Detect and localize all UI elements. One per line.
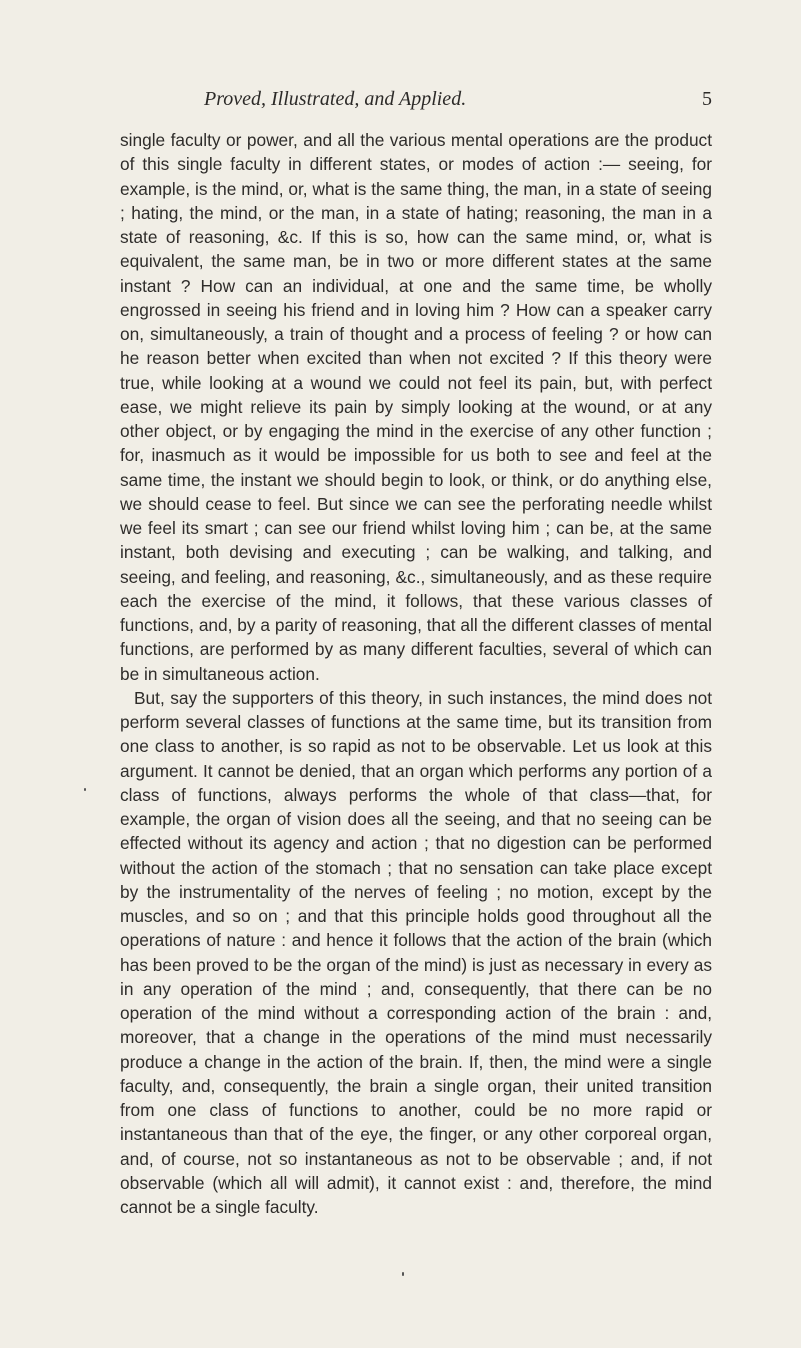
- running-title: Proved, Illustrated, and Applied.: [204, 88, 467, 110]
- scan-speck-mark: [402, 1272, 404, 1276]
- running-head: [120, 88, 712, 114]
- paragraph: But, say the supporters of this theory, in such instances, the mind does not perform several classes of functions at the same time, but its transition from one class to another, is so rapid as not to be observable. Let us look at this argument. It cannot be denied, that an organ which performs any portion of a class of functions, always performs the whole of that class—that, for example, the organ of vision does all the seeing, and that no seeing can be effected without its agency and action ; that no digestion can be performed without the action of the stomach ; that no sensation can take place except by the instrumentality of the nerves of feeling ; no motion, except by the muscles, and so on ; and that this principle holds good throughout all the operations of nature : and hence it follows that the action of the brain (which has been proved to be the organ of the mind) is just as necessary in every as in any operation of the mind ; and, consequently, that there can be no operation of the mind without a corresponding action of the brain : and, moreover, that a change in the operations of the mind must necessarily produce a change in the action of the brain. If, then, the mind were a single faculty, and, consequently, the brain a single organ, their united transition from one class of functions to another, could be no more rapid or instantaneous than that of the eye, the finger, or any other corporeal organ, and, of course, not so instantaneous as not to be observable ; and, if not observable (which all will admit), it cannot exist : and, therefore, the mind cannot be a single faculty.: [120, 687, 712, 1217]
- scan-speck-mark: [84, 788, 86, 791]
- body-text: [120, 128, 712, 1219]
- paragraph: single faculty or power, and all the various mental operations are the product of this single faculty in different states, or modes of action :— seeing, for example, is the mind, or, what is the same thing, the man, in a state of seeing ; hating, the mind, or the man, in a state of hating; reasoning, the man in a state of reasoning, &c. If this is so, how can the same mind, or, what is equivalent, the same man, be in two or more different states at the same instant ? How can an individual, at one and the same time, be wholly engrossed in seeing his friend and in loving him ? How can a speaker carry on, simultaneously, a train of thought and a process of feeling ? or how can he reason better when excited than when not excited ? If this theory were true, while looking at a wound we could not feel its pain, but, with perfect ease, we might relieve its pain by simply looking at the wound, or at any other object, or by engaging the mind in the exercise of any other function ; for, inasmuch as it would be impossible for us both to see and feel at the same time, the instant we should begin to look, or think, or do anything else, we should cease to feel. But since we can see the perforating needle whilst we feel its smart ; can see our friend whilst loving him ; can be, at the same instant, both devising and executing ; can be walking, and talking, and seeing, and feeling, and reasoning, &c., simultaneously, and as these require each the exercise of the mind, it follows, that these various classes of functions, and, by a parity of reasoning, that all the different classes of mental functions, are performed by as many different faculties, several of which can be in simultaneous action.: [120, 130, 712, 684]
- page-number: 5: [702, 88, 712, 110]
